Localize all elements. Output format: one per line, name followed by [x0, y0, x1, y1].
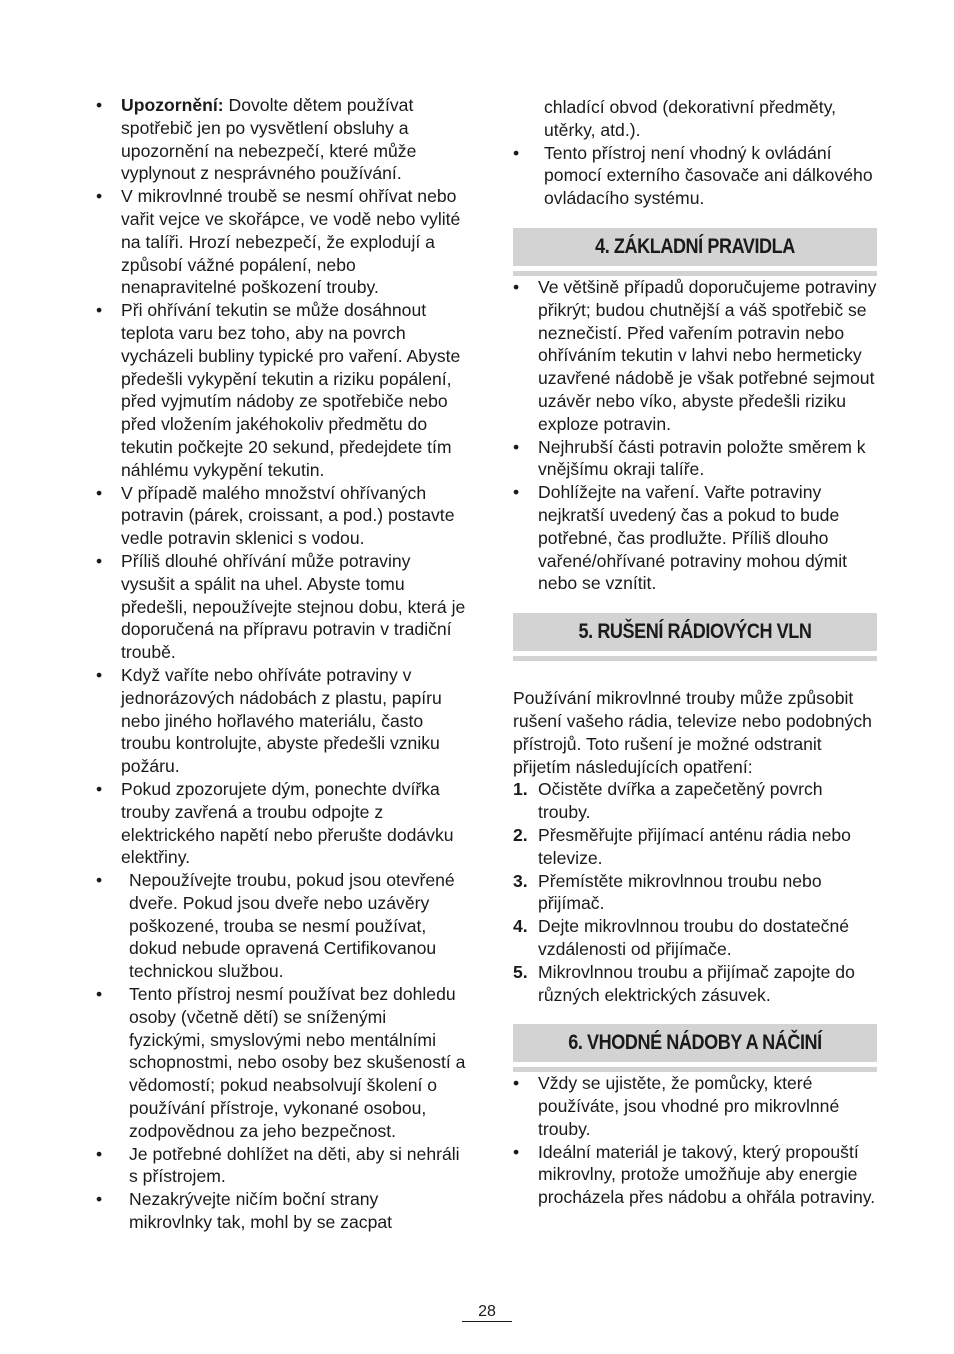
step-number: 2.: [513, 824, 528, 845]
list-item: • Ve většině případů doporučujeme potraviny přikrýt; budou chutnější a váš spotřebič se neznečistí. Před vařením potravin nebo ohříváním tekutin v lahvi nebo hermeticky uzavřené nádobě je však potřebné sejmout uzávěr nebo víko, abyste předešli riziku exploze potravin.: [513, 276, 879, 436]
list-item: • Při ohřívání tekutin se může dosáhnout teplota varu bez toho, aby na povrch vycházeli bubliny typické pro vaření. Abyste předešli vykypění tekutin a riziku popálení, před vyjmutím nádoby ze spotřebiče nebo před vložením jakéhokoliv předmětu do tekutin počkejte 20 sekund, předejdete tím náhlému vykypění tekutin.: [96, 299, 466, 481]
list-item: [96, 94, 466, 185]
continuation-list: [513, 96, 879, 210]
list-item: [513, 961, 879, 1007]
list-item: • Je potřebné dohlížet na děti, aby si nehráli s přístrojem.: [96, 1143, 466, 1189]
interference-steps-list: [513, 778, 879, 1006]
section-title: 4. ZÁKLADNÍ PRAVIDLA: [538, 228, 851, 266]
page-number: 28: [478, 1303, 496, 1320]
right-column: [513, 96, 879, 1209]
list-item: • Nezakrývejte ničím boční strany mikrovlnky tak, mohl by se zacpat: [96, 1188, 466, 1234]
list-item: [513, 824, 879, 870]
list-item: [513, 870, 879, 916]
left-column: [96, 94, 466, 1234]
basic-rules-list: [513, 276, 879, 595]
section-title: 5. RUŠENÍ RÁDIOVÝCH VLN: [538, 613, 851, 651]
section-divider: [513, 656, 877, 661]
list-item: [513, 778, 879, 824]
list-item: • Příliš dlouhé ohřívání může potraviny vysušit a spálit na uhel. Abyste tomu předešli, nepoužívejte stejnou dobu, která je doporučená na přípravu potravin v tradiční troubě.: [96, 550, 466, 664]
list-item: • Nejhrubší části potravin položte směrem k vnějšímu okraji talíře.: [513, 436, 879, 482]
section-basic-rules: [513, 228, 879, 595]
step-number: 3.: [513, 870, 528, 891]
containers-list: [513, 1072, 879, 1209]
step-number: 5.: [513, 961, 528, 982]
list-item-text: Dovolte dětem používat spotřebič jen po vysvětlení obsluhy a upozornění na nebezpečí, které může vyplynout z nesprávného používání.: [121, 95, 417, 184]
step-text: Dejte mikrovlnnou troubu do dostatečné vzdálenosti od přijímače.: [538, 916, 850, 959]
section-header: [513, 613, 877, 651]
list-item: • Tento přístroj nesmí používat bez dohledu osoby (včetně dětí) se sníženými fyzickými, smyslovými nebo mentálními schopnostmi, nebo osoby bez skušeností a vědomostí; pokud neabsolvují školení o používání přístroje, vykonané osobou, zodpovědnou za jeho bezpečnost.: [96, 983, 466, 1143]
section-suitable-containers: [513, 1024, 879, 1209]
list-item: • Nepoužívejte troubu, pokud jsou otevřené dveře. Pokud jsou dveře nebo uzávěry poškozené, trouba se nesmí používat, dokud nebude opravená Certifikovanou technickou službou.: [96, 869, 466, 983]
step-text: Přemístěte mikrovlnnou troubu nebo přijímač.: [538, 870, 822, 914]
list-item: • Vždy se ujistěte, že pomůcky, které používáte, jsou vhodné pro mikrovlnné trouby.: [513, 1072, 879, 1140]
safety-warnings-list: [96, 94, 466, 1234]
list-item: • Když vaříte nebo ohříváte potraviny v jednorázových nádobách z plastu, papíru nebo jiného hořlavého materiálu, často troubu kontrolujte, abyste předešli vzniku požáru.: [96, 664, 466, 778]
continuation-text: chladící obvod (dekorativní předměty, utěrky, atd.).: [544, 97, 837, 140]
section-title: 6. VHODNÉ NÁDOBY A NÁČINÍ: [538, 1024, 851, 1062]
list-item: [513, 915, 879, 961]
list-item: • Ideální materiál je takový, který propouští mikrovlny, protože umožňuje aby energie procházela přes nádobu a ohřála potraviny.: [513, 1141, 879, 1209]
step-text: Mikrovlnnou troubu a přijímač zapojte do různých elektrických zásuvek.: [538, 961, 855, 1005]
page-number-underline: [462, 1321, 512, 1322]
list-item: • Dohlížejte na vaření. Vařte potraviny nejkratší uvedený čas a pokud to bude potřebné, čas prodlužte. Příliš dlouho vařené/ohřívané potraviny mohou dýmit nebo se vznítit.: [513, 481, 879, 595]
list-item: • V případě malého množství ohřívaných potravin (párek, croissant, a pod.) postavte vedle potravin sklenici s vodou.: [96, 482, 466, 550]
step-text: Očistěte dvířka a zapečetěný povrch trouby.: [538, 779, 823, 823]
step-number: 1.: [513, 779, 528, 800]
warning-label: Upozornění:: [121, 95, 224, 115]
list-item: • Pokud zpozorujete dým, ponechte dvířka trouby zavřená a troubu odpojte z elektrického napětí nebo přerušte dodávku elektřiny.: [96, 778, 466, 869]
step-text: Přesměřujte přijímací anténu rádia nebo televize.: [538, 824, 851, 868]
section-intro: Používání mikrovlnné trouby může způsobit rušení vašeho rádia, televize nebo podobných přístrojů. Toto rušení je možné odstranit přijetím následujících opatření:: [513, 688, 872, 777]
section-header: [513, 228, 877, 266]
list-item: • Tento přístroj není vhodný k ovládání pomocí externího časovače ani dálkového ovládacího systému.: [513, 142, 879, 210]
section-header: [513, 1024, 877, 1062]
section-radio-interference: [513, 613, 879, 1006]
list-item: • V mikrovlnné troubě se nesmí ohřívat nebo vařit vejce ve skořápce, ve vodě nebo vylité na talíři. Hrozí nebezpečí, že explodují a způsobí vážné popálení, nebo nenapravitelné poškození trouby.: [96, 185, 466, 299]
step-number: 4.: [513, 916, 528, 937]
